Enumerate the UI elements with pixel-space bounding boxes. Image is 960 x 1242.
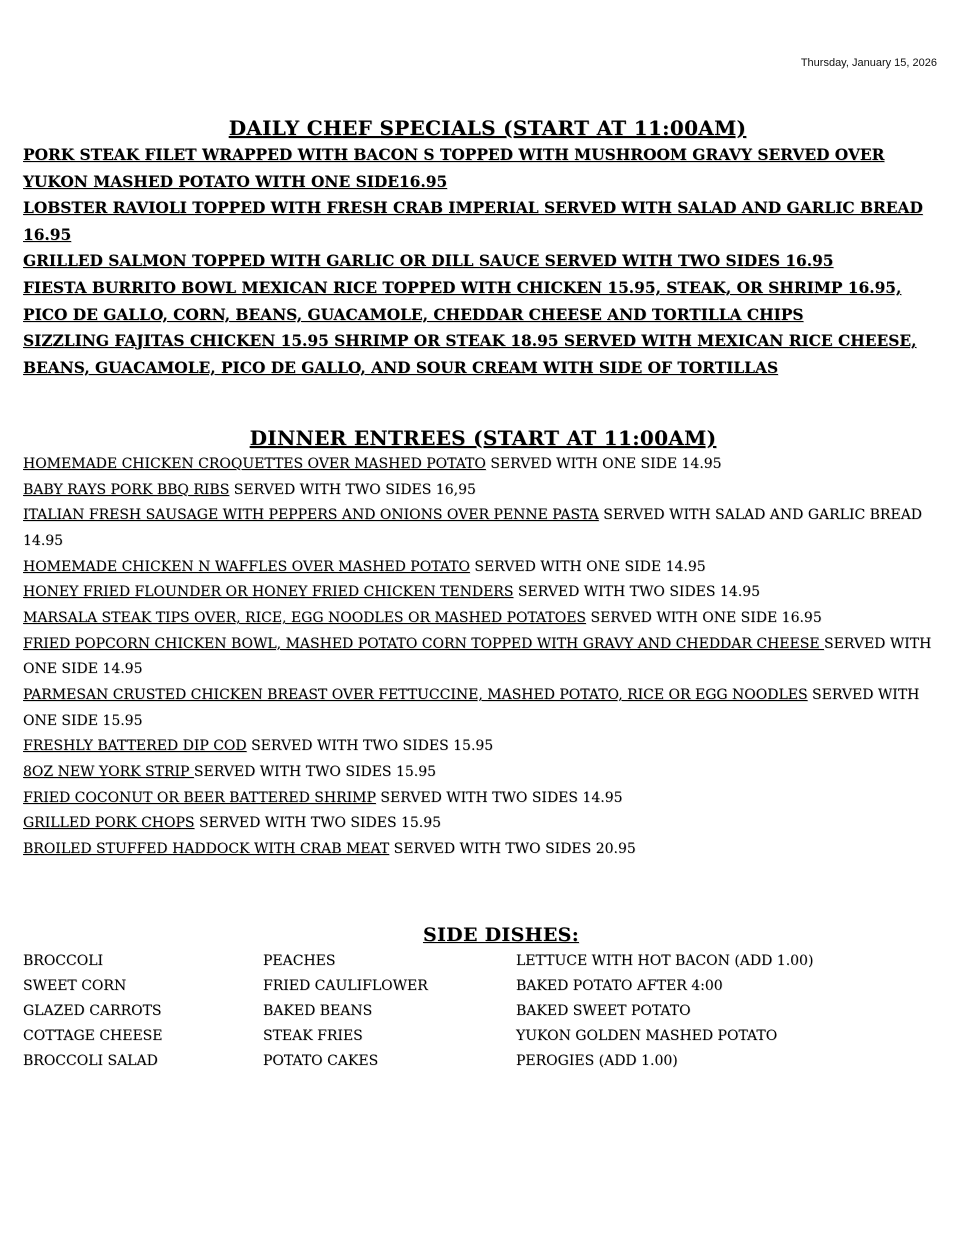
daily-specials-section: [23, 114, 943, 381]
side-dishes-section: [23, 921, 943, 1074]
special-item: LOBSTER RAVIOLI TOPPED WITH FRESH CRAB IMPERIAL SERVED WITH SALAD AND GARLIC BREAD 16.95: [23, 199, 923, 244]
dinner-title: DINNER ENTREES (START AT 11:00AM): [249, 426, 717, 450]
dinner-item-name: ITALIAN FRESH SAUSAGE WITH PEPPERS AND ONIONS OVER PENNE PASTA: [23, 507, 599, 524]
dinner-item: [23, 555, 943, 581]
dinner-item-name: HOMEMADE CHICKEN CROQUETTES OVER MASHED POTATO: [23, 456, 486, 472]
dinner-item: [23, 811, 943, 837]
dinner-item: [23, 760, 943, 786]
side-dish: COTTAGE CHEESE: [23, 1027, 163, 1044]
dinner-item-detail: SERVED WITH TWO SIDES 16,95: [229, 481, 476, 498]
side-dish: STEAK FRIES: [263, 1027, 363, 1044]
dinner-item-detail: SERVED WITH SALAD AND GARLIC BREAD 14.95: [23, 507, 923, 549]
dinner-item: [23, 837, 943, 863]
dinner-item-name: FRIED POPCORN CHICKEN BOWL, MASHED POTATO CORN TOPPED WITH GRAVY AND CHEDDAR CHEESE: [23, 635, 824, 652]
dinner-item: [23, 734, 943, 760]
dinner-item-detail: SERVED WITH ONE SIDE 14.95: [23, 635, 932, 678]
dinner-item-name: HONEY FRIED FLOUNDER OR HONEY FRIED CHICKEN TENDERS: [23, 584, 514, 601]
dinner-item-detail: SERVED WITH TWO SIDES 15.95: [194, 815, 442, 832]
dinner-list: [23, 452, 943, 863]
dinner-item: [23, 683, 943, 734]
dinner-item-detail: SERVED WITH TWO SIDES 15.95: [193, 763, 437, 780]
dinner-item-detail: SERVED WITH TWO SIDES 20.95: [389, 840, 636, 857]
side-dish: LETTUCE WITH HOT BACON (ADD 1.00): [516, 953, 814, 969]
dinner-item-detail: SERVED WITH ONE SIDE 14.95: [485, 456, 722, 472]
dinner-item-name: BROILED STUFFED HADDOCK WITH CRAB MEAT: [23, 840, 390, 857]
side-dish: BAKED SWEET POTATO: [516, 1002, 691, 1019]
special-item: PORK STEAK FILET WRAPPED WITH BACON S TOPPED WITH MUSHROOM GRAVY SERVED OVER YUKON MASHED POTATO WITH ONE SIDE16.95: [23, 146, 885, 191]
special-item: SIZZLING FAJITAS CHICKEN 15.95 SHRIMP OR STEAK 18.95 SERVED WITH MEXICAN RICE CHEESE, BEANS, GUACAMOLE, PICO DE GALLO, AND SOUR CREAM WITH SIDE OF TORTILLAS: [23, 332, 917, 377]
dinner-item-detail: SERVED WITH TWO SIDES 14.95: [513, 584, 761, 601]
dinner-item-name: PARMESAN CRUSTED CHICKEN BREAST OVER FETTUCCINE, MASHED POTATO, RICE OR EGG NOODLES: [23, 686, 808, 703]
side-dish: PEACHES: [263, 953, 336, 969]
side-dish: BAKED BEANS: [263, 1002, 373, 1019]
dinner-item: [23, 786, 943, 812]
dinner-item: [23, 478, 943, 504]
side-column: [23, 949, 263, 1074]
dinner-item-detail: SERVED WITH TWO SIDES 14.95: [375, 789, 623, 806]
dinner-item: [23, 452, 943, 478]
dinner-item-name: BABY RAYS PORK BBQ RIBS: [23, 481, 230, 498]
special-item: FIESTA BURRITO BOWL MEXICAN RICE TOPPED WITH CHICKEN 15.95, STEAK, OR SHRIMP 16.95, PICO DE GALLO, CORN, BEANS, GUACAMOLE, CHEDDAR CHEESE AND TORTILLA CHIPS: [23, 278, 902, 324]
dinner-item: [23, 632, 943, 683]
side-dish: YUKON GOLDEN MASHED POTATO: [516, 1027, 778, 1044]
side-dish: BAKED POTATO AFTER 4:00: [516, 977, 723, 994]
side-dish: GLAZED CARROTS: [23, 1002, 162, 1019]
side-dish: POTATO CAKES: [263, 1052, 379, 1069]
dinner-item-name: FRIED COCONUT OR BEER BATTERED SHRIMP: [23, 789, 376, 806]
specials-list: [23, 142, 943, 381]
page-date: Thursday, January 15, 2026: [800, 57, 937, 69]
side-column: [516, 949, 936, 1074]
side-dish: FRIED CAULIFLOWER: [263, 977, 428, 994]
side-dish: SWEET CORN: [23, 977, 127, 994]
dinner-item-name: MARSALA STEAK TIPS OVER, RICE, EGG NOODLES OR MASHED POTATOES: [23, 609, 587, 626]
dinner-item: [23, 606, 943, 632]
dinner-item-detail: SERVED WITH ONE SIDE 15.95: [23, 686, 920, 729]
dinner-item-detail: SERVED WITH ONE SIDE 16.95: [586, 609, 822, 626]
side-column: [263, 949, 516, 1074]
dinner-item-detail: SERVED WITH TWO SIDES 15.95: [246, 738, 494, 755]
side-dish: PEROGIES (ADD 1.00): [516, 1052, 678, 1069]
special-item: GRILLED SALMON TOPPED WITH GARLIC OR DILL SAUCE SERVED WITH TWO SIDES 16.95: [23, 252, 834, 271]
dinner-item-name: GRILLED PORK CHOPS: [23, 815, 195, 832]
dinner-item-name: 8OZ NEW YORK STRIP: [23, 763, 194, 780]
sides-title: SIDE DISHES:: [422, 924, 580, 946]
dinner-entrees-section: [23, 424, 943, 863]
dinner-item: [23, 580, 943, 606]
side-dishes-grid: [23, 949, 943, 1074]
dinner-item-detail: SERVED WITH ONE SIDE 14.95: [469, 558, 706, 575]
dinner-item: [23, 503, 943, 554]
dinner-item-name: FRESHLY BATTERED DIP COD: [23, 738, 247, 755]
side-dish: BROCCOLI: [23, 953, 104, 969]
side-dish: BROCCOLI SALAD: [23, 1052, 158, 1069]
specials-title: DAILY CHEF SPECIALS (START AT 11:00AM): [228, 116, 747, 140]
dinner-item-name: HOMEMADE CHICKEN N WAFFLES OVER MASHED POTATO: [23, 558, 470, 575]
